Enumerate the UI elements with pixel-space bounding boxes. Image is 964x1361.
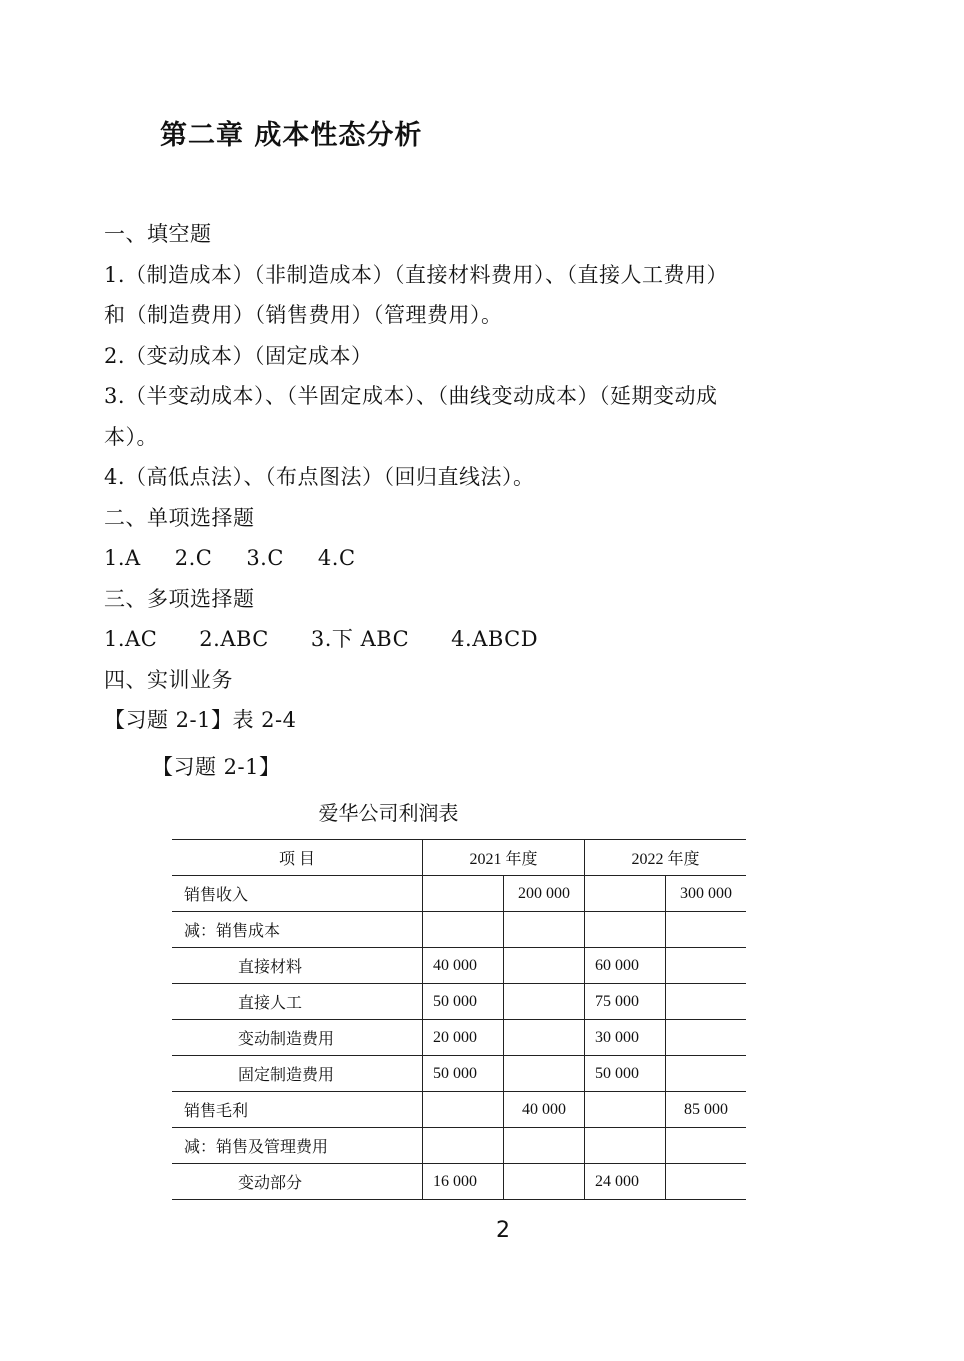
practice-heading: 四、实训业务 (104, 668, 233, 692)
fill-blank-answer-4: 4.（高低点法）、（布点图法）（回归直线法）。 (104, 465, 535, 489)
cell-2021-total (504, 1020, 585, 1056)
multi-choice-answer: 2.ABC (199, 627, 269, 651)
cell-2022-detail: 30 000 (585, 1020, 666, 1056)
cell-2021-detail: 20 000 (423, 1020, 504, 1056)
cell-2022-detail (585, 876, 666, 912)
header-2022: 2022 年度 (585, 840, 747, 876)
table-row (172, 912, 746, 948)
table-row (172, 1128, 746, 1164)
single-choice-answer: 3.C (246, 546, 284, 570)
exercise-reference: 【习题 2-1】表 2-4 (104, 708, 297, 732)
table-row (172, 984, 746, 1020)
cell-2021-total (504, 1164, 585, 1200)
cell-2022-total: 300 000 (666, 876, 747, 912)
exercise-label: 【习题 2-1】 (152, 755, 281, 779)
row-item: 直接材料 (172, 948, 423, 984)
table-row (172, 1056, 746, 1092)
cell-2022-detail: 50 000 (585, 1056, 666, 1092)
row-item: 变动部分 (172, 1164, 423, 1200)
row-item: 销售收入 (172, 876, 423, 912)
cell-2022-total (666, 1020, 747, 1056)
cell-2022-detail (585, 1092, 666, 1128)
fill-blank-answer-3b: 本）。 (104, 425, 158, 449)
cell-2022-total (666, 1164, 747, 1200)
fill-blank-answer-1b: 和（制造费用）（销售费用）（管理费用）。 (104, 303, 503, 327)
cell-2021-detail (423, 1128, 504, 1164)
cell-2021-total (504, 912, 585, 948)
cell-2021-total (504, 984, 585, 1020)
cell-2021-total: 40 000 (504, 1092, 585, 1128)
cell-2022-detail: 60 000 (585, 948, 666, 984)
cell-2021-total: 200 000 (504, 876, 585, 912)
row-item: 销售毛利 (172, 1092, 423, 1128)
header-2021: 2021 年度 (423, 840, 585, 876)
fill-blank-answer-1a: 1.（制造成本）（非制造成本）（直接材料费用）、（直接人工费用） (104, 263, 729, 287)
table-row (172, 1020, 746, 1056)
multi-choice-answer: 3.下 ABC (310, 627, 410, 651)
fill-blank-answer-2: 2.（变动成本）（固定成本） (104, 344, 373, 368)
single-choice-heading: 二、单项选择题 (104, 506, 255, 530)
multi-choice-answers (104, 624, 538, 654)
cell-2022-total (666, 912, 747, 948)
income-statement-table (172, 839, 746, 1200)
cell-2022-total: 85 000 (666, 1092, 747, 1128)
cell-2022-detail (585, 912, 666, 948)
cell-2022-total (666, 948, 747, 984)
single-choice-answers (104, 543, 356, 573)
table-row (172, 948, 746, 984)
cell-2021-detail (423, 876, 504, 912)
cell-2022-total (666, 984, 747, 1020)
cell-2021-detail: 16 000 (423, 1164, 504, 1200)
single-choice-answer: 2.C (174, 546, 213, 570)
table-row (172, 1164, 746, 1200)
cell-2021-detail (423, 912, 504, 948)
header-item: 项 目 (172, 840, 423, 876)
multi-choice-answer: 4.ABCD (451, 627, 539, 651)
cell-2022-total (666, 1128, 747, 1164)
cell-2021-detail: 40 000 (423, 948, 504, 984)
single-choice-answer: 1.A (104, 546, 141, 570)
table-row (172, 1092, 746, 1128)
page-number: 2 (496, 1218, 510, 1243)
cell-2021-total (504, 948, 585, 984)
chapter-title: 第二章 成本性态分析 (160, 120, 423, 151)
cell-2021-total (504, 1128, 585, 1164)
table-title: 爱华公司利润表 (318, 801, 459, 825)
row-item: 固定制造费用 (172, 1056, 423, 1092)
row-item: 变动制造费用 (172, 1020, 423, 1056)
multi-choice-answer: 1.AC (104, 627, 158, 651)
table-header-row (172, 840, 746, 876)
multi-choice-heading: 三、多项选择题 (104, 587, 255, 611)
row-item: 直接人工 (172, 984, 423, 1020)
cell-2021-detail (423, 1092, 504, 1128)
fill-blank-answer-3a: 3.（半变动成本）、（半固定成本）、（曲线变动成本）（延期变动成 (104, 384, 718, 408)
row-item: 减：销售及管理费用 (172, 1128, 423, 1164)
fill-blank-heading: 一、填空题 (104, 222, 212, 246)
cell-2022-total (666, 1056, 747, 1092)
cell-2021-detail: 50 000 (423, 984, 504, 1020)
cell-2022-detail (585, 1128, 666, 1164)
cell-2022-detail: 24 000 (585, 1164, 666, 1200)
cell-2022-detail: 75 000 (585, 984, 666, 1020)
table-row (172, 876, 746, 912)
row-item: 减：销售成本 (172, 912, 423, 948)
cell-2021-detail: 50 000 (423, 1056, 504, 1092)
cell-2021-total (504, 1056, 585, 1092)
single-choice-answer: 4.C (317, 546, 356, 570)
